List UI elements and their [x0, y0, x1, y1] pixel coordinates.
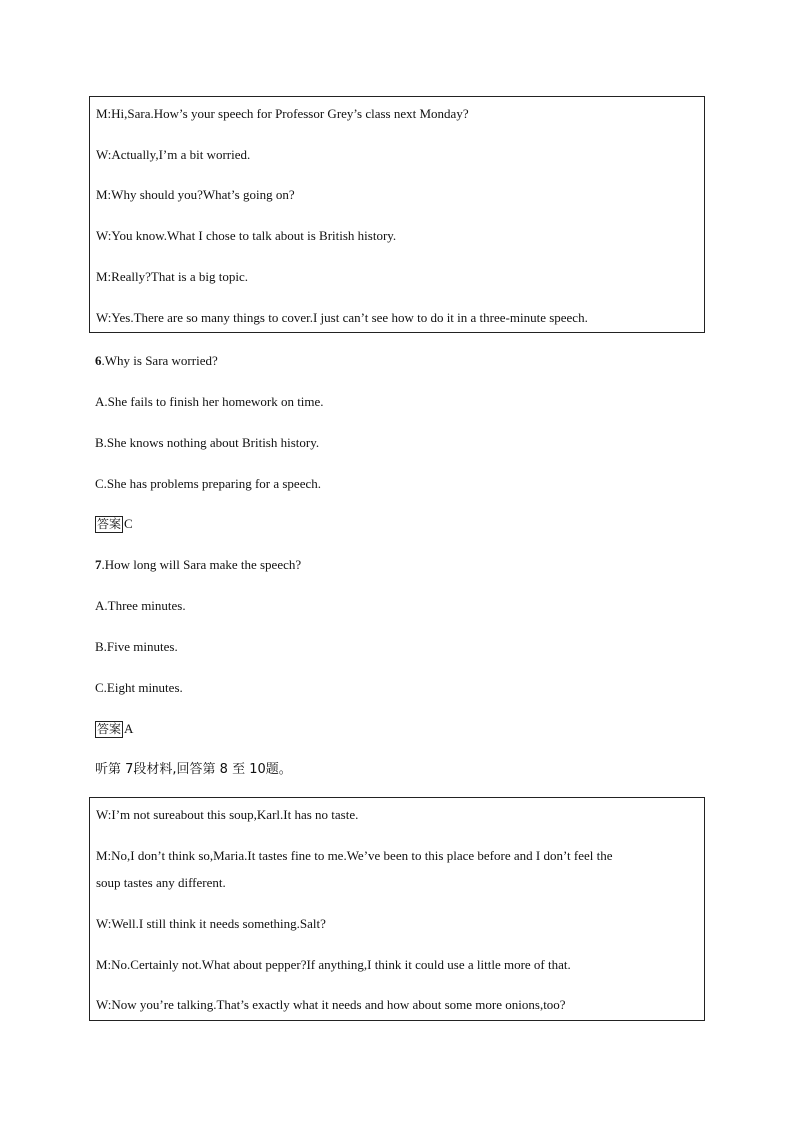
question-6-option-c: C.She has problems preparing for a speech. [95, 476, 321, 491]
question-6-number: 6 [95, 353, 102, 368]
question-6 [95, 353, 218, 369]
answer-value: C [124, 516, 133, 531]
dialogue-2-line-5: W:Now you’re talking.That’s exactly what it needs and how about some more onions,too? [96, 997, 566, 1012]
dialogue-1-line-3: M:Why should you?What’s going on? [96, 187, 295, 202]
dialogue-2-line-1: W:I’m not sureabout this soup,Karl.It has no taste. [96, 807, 359, 822]
dialogue-box-1 [89, 96, 705, 333]
question-7-option-b: B.Five minutes. [95, 639, 178, 654]
question-6-option-a: A.She fails to finish her homework on time. [95, 394, 324, 409]
dialogue-2-line-3: W:Well.I still think it needs something.Salt? [96, 916, 326, 931]
dialogue-box-2 [89, 797, 705, 1021]
dialogue-1-line-4: W:You know.What I chose to talk about is British history. [96, 228, 397, 243]
dialogue-2-line-2-cont: soup tastes any different. [96, 875, 226, 890]
section-instruction: 听第 7段材料,回答第 8 至 10题。 [95, 762, 292, 777]
question-7-option-a: A.Three minutes. [95, 598, 186, 613]
question-7-option-c: C.Eight minutes. [95, 680, 183, 695]
dialogue-1-line-6: W:Yes.There are so many things to cover.I just can’t see how to do it in a three-minute speech. [96, 310, 588, 325]
dialogue-2-line-4: M:No.Certainly not.What about pepper?If anything,I think it could use a little more of that. [96, 957, 571, 972]
dialogue-2-line-2: M:No,I don’t think so,Maria.It tastes fine to me.We’ve been to this place before and I don’t feel the [96, 848, 613, 863]
question-6-text: .Why is Sara worried? [101, 353, 218, 368]
question-7-number: 7 [95, 557, 102, 572]
dialogue-1-line-5: M:Really?That is a big topic. [96, 269, 248, 284]
question-6-option-b: B.She knows nothing about British history. [95, 435, 320, 450]
answer-label: 答案 [97, 722, 122, 736]
answer-value: A [124, 721, 134, 736]
question-7 [95, 557, 301, 573]
question-6-answer [95, 516, 133, 533]
dialogue-1-line-2: W:Actually,I’m a bit worried. [96, 147, 251, 162]
answer-label: 答案 [97, 517, 122, 531]
dialogue-1-line-1: M:Hi,Sara.How’s your speech for Professor Grey’s class next Monday? [96, 106, 469, 121]
question-7-answer [95, 721, 133, 738]
question-7-text: .How long will Sara make the speech? [101, 557, 302, 572]
